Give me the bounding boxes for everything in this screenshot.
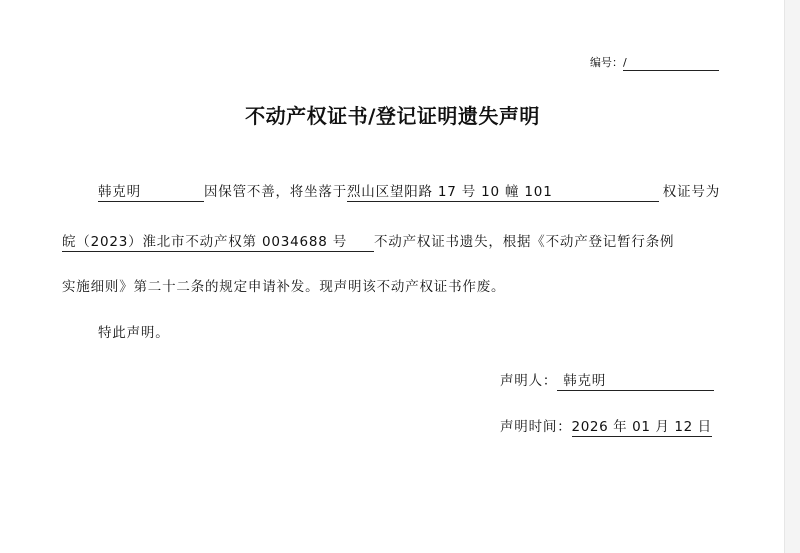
closing-statement [62, 321, 722, 341]
paragraph-text-b: 权证号为 [662, 184, 720, 200]
paragraph-line-2 [62, 230, 722, 252]
paragraph-text-c: 不动产权证书遗失，根据《不动产登记暂行条例 [374, 234, 675, 250]
serial-label: 编号： [590, 56, 623, 69]
declarant-line [500, 369, 714, 391]
serial-value: / [623, 56, 719, 71]
paragraph-text-a: 因保管不善，将坐落于 [204, 184, 347, 200]
certificate-number: 皖（2023）淮北市不动产权第 0034688 号 [62, 233, 374, 252]
serial-number [590, 54, 719, 71]
paragraph-line-3: 实施细则》第二十二条的规定申请补发。现声明该不动产权证书作废。 [62, 279, 506, 295]
scrollbar-track[interactable] [784, 0, 800, 553]
declarant-label: 声明人： [500, 373, 558, 389]
document-title: 不动产权证书/登记证明遗失声明 [245, 104, 540, 128]
date-label: 声明时间： [500, 419, 572, 435]
owner-name: 韩克明 [98, 183, 204, 202]
declarant-name: 韩克明 [557, 372, 714, 391]
paragraph-line-1 [62, 180, 722, 202]
date-value: 2026 年 01 月 12 日 [571, 419, 712, 435]
closing-text: 特此声明。 [98, 325, 170, 341]
declaration-date-line [500, 415, 712, 437]
property-address: 烈山区望阳路 17 号 10 幢 101 [347, 183, 659, 202]
